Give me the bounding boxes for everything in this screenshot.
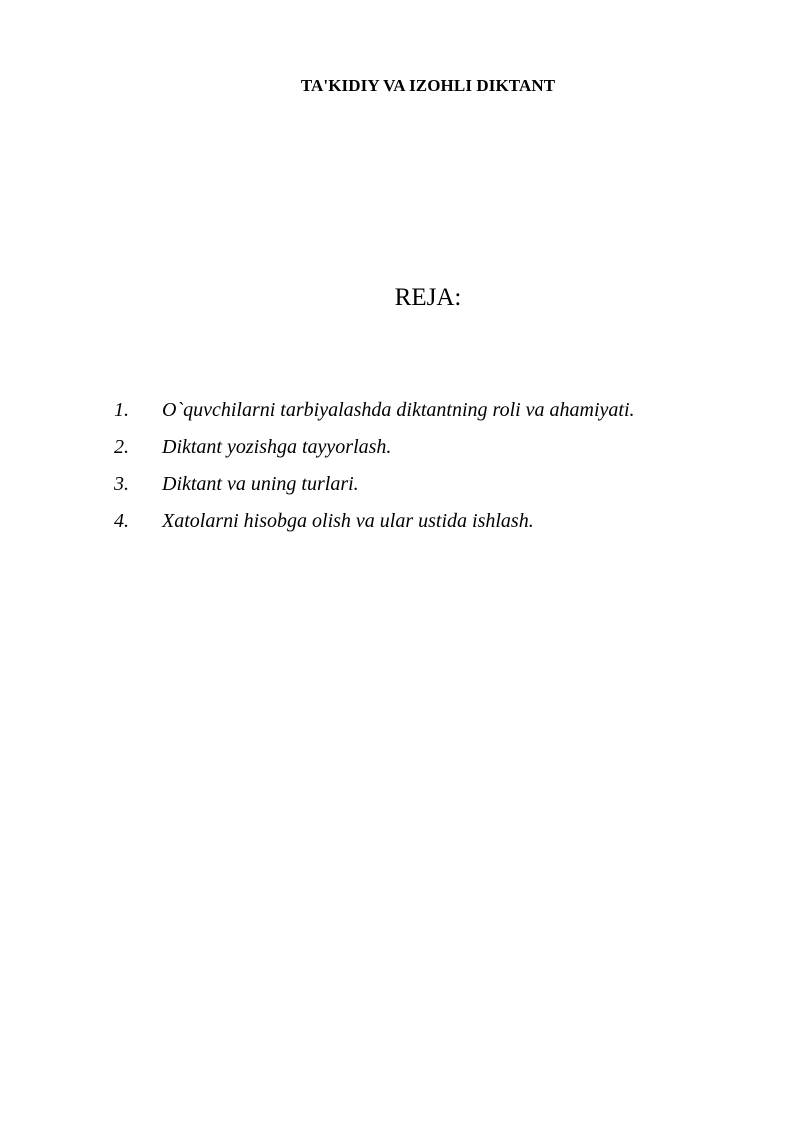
plan-item-text: Diktant va uning turlari. — [162, 473, 359, 495]
plan-item-number: 3. — [114, 473, 129, 495]
plan-item-1 — [0, 394, 800, 431]
plan-item-number: 4. — [114, 510, 129, 532]
plan-item-text: Diktant yozishga tayyorlash. — [162, 436, 392, 458]
document-title: TA'KIDIY VA IZOHLI DIKTANT — [300, 76, 556, 95]
plan-heading: REJA: — [394, 284, 462, 311]
plan-item-text: Xatolarni hisobga olish va ular ustida ishlash. — [162, 510, 534, 532]
plan-item-number: 2. — [114, 436, 129, 458]
plan-item-number: 1. — [114, 399, 129, 421]
plan-item-4 — [0, 505, 800, 542]
plan-item-text: O`quvchilarni tarbiyalashda diktantning roli va ahamiyati. — [162, 399, 635, 421]
plan-item-2 — [0, 431, 800, 468]
plan-item-3 — [0, 468, 800, 505]
plan-list — [0, 394, 800, 542]
